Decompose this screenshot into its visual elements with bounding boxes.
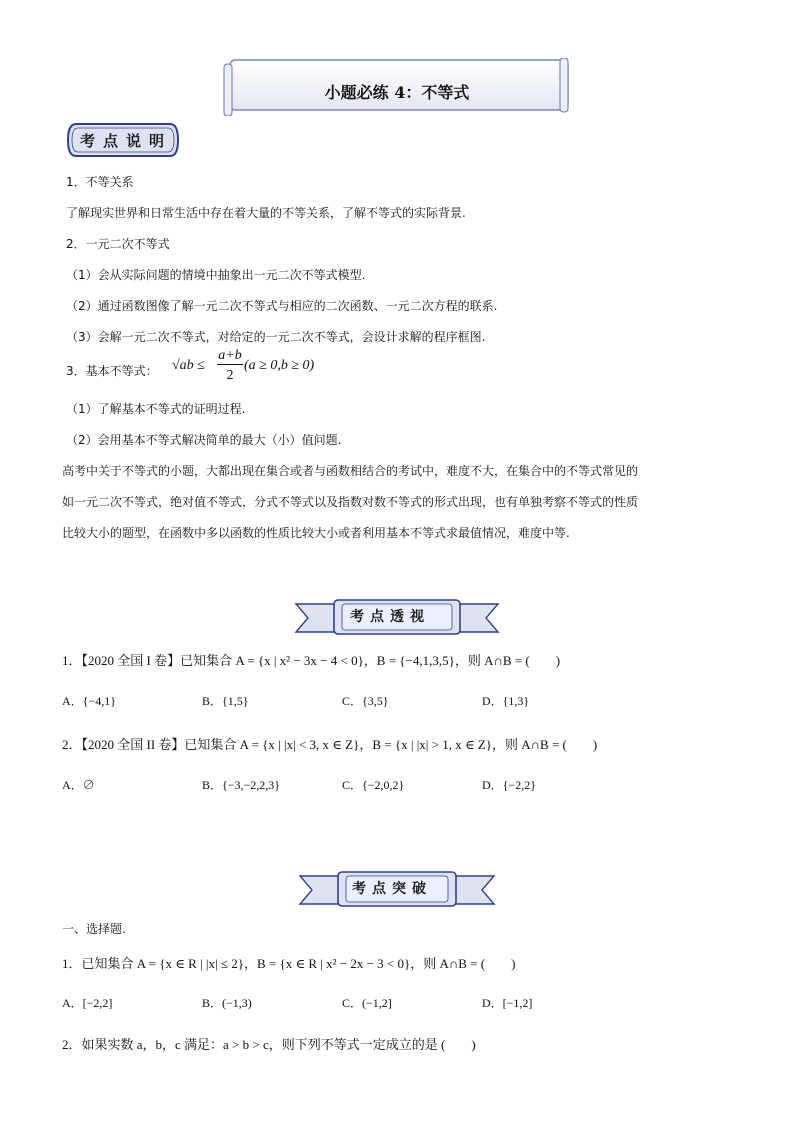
insight-q1-stem: 1．【2020 全国 I 卷】已知集合 A = {x | x² − 3x − 4 < 0}，B = {−4,1,3,5}，则 A∩B = ( ) xyxy=(62,653,561,668)
breakthrough-q1-option-a: A．[−2,2] xyxy=(62,996,113,1010)
s3-heading: 3．基本不等式： xyxy=(66,364,158,378)
s2-item-1: （1）会从实际问题的情境中抽象出一元二次不等式模型. xyxy=(66,268,366,282)
s1-heading: 1．不等关系 xyxy=(66,175,134,189)
s2-heading: 2．一元二次不等式 xyxy=(66,237,170,251)
insight-q1-option-a: A．{−4,1} xyxy=(62,694,116,708)
insight-q2-option-c: C．{−2,0,2} xyxy=(342,778,405,792)
insight-q2-option-b: B．{−3,−2,2,3} xyxy=(202,778,281,792)
formula-numerator: a+b xyxy=(218,348,242,363)
formula-lhs: √ab ≤ xyxy=(172,358,205,373)
page-title: 小题必练 4：不等式 xyxy=(324,83,470,102)
breakthrough-q1-option-b: B．(−1,3) xyxy=(202,996,252,1010)
insight-q2-option-d: D．{−2,2} xyxy=(482,778,536,792)
section-choice-heading: 一、选择题. xyxy=(62,922,126,936)
s3-item-1: （1）了解基本不等式的证明过程. xyxy=(66,402,246,416)
insight-q2-stem: 2．【2020 全国 II 卷】已知集合 A = {x | |x| < 3, x ∈ Z}，B = {x | |x| > 1, x ∈ Z}，则 A∩B = ( ) xyxy=(62,737,598,752)
s2-item-3: （3）会解一元二次不等式，对给定的一元二次不等式，会设计求解的程序框图. xyxy=(66,330,486,344)
formula-denominator: 2 xyxy=(226,368,234,383)
explain-badge-label: 考点说明 xyxy=(80,132,173,150)
insight-q1-option-b: B．{1,5} xyxy=(202,694,249,708)
summary-line-3: 比较大小的题型，在函数中多以函数的性质比较大小或者利用基本不等式求最值情况，难度中等. xyxy=(62,526,570,540)
breakthrough-q2-stem: 2．如果实数 a，b，c 满足：a > b > c，则下列不等式一定成立的是 ( ) xyxy=(62,1037,476,1052)
insight-q1-option-d: D．{1,3} xyxy=(482,694,530,708)
insight-ribbon-label: 考点透视 xyxy=(350,609,430,625)
summary-line-1: 高考中关于不等式的小题，大都出现在集合或者与函数相结合的考试中，难度不大，在集合中的不等式常见的 xyxy=(62,464,639,478)
s3-item-2: （2）会用基本不等式解决简单的最大（小）值问题. xyxy=(66,433,342,447)
s1-body: 了解现实世界和日常生活中存在着大量的不等关系，了解不等式的实际背景. xyxy=(66,206,466,220)
breakthrough-q1-option-d: D．[−1,2] xyxy=(482,996,533,1010)
insight-q2-option-a: A．∅ xyxy=(62,778,95,792)
breakthrough-ribbon-label: 考点突破 xyxy=(352,881,432,897)
insight-q1-option-c: C．{3,5} xyxy=(342,694,389,708)
breakthrough-q1-stem: 1．已知集合 A = {x ∈ R | |x| ≤ 2}，B = {x ∈ R | x² − 2x − 3 < 0}，则 A∩B = ( ) xyxy=(62,956,516,971)
summary-line-2: 如一元二次不等式，绝对值不等式，分式不等式以及指数对数不等式的形式出现，也有单独考察不等式的性质 xyxy=(62,495,639,509)
breakthrough-q1-option-c: C．(−1,2] xyxy=(342,996,392,1010)
s2-item-2: （2）通过函数图像了解一元二次不等式与相应的二次函数、一元二次方程的联系. xyxy=(66,299,498,313)
formula-condition: (a ≥ 0,b ≥ 0) xyxy=(244,358,315,373)
